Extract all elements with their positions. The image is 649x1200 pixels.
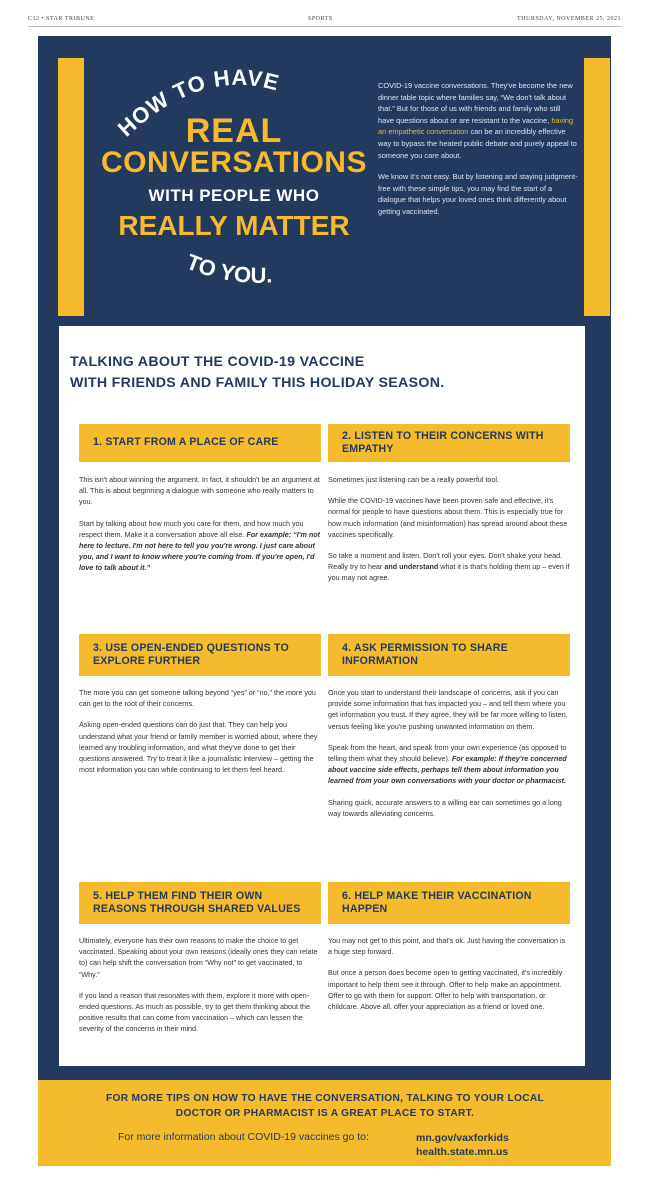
tip-3-body: The more you can get someone talking beyond “yes” or “no,” the more you can get to the root of their concerns. Asking open-ended questions can do just that. They can help you understand what your friend or family member is worried about, where they learned any troubling information, and what they've done to get their questions answered. Try to treat it like a journalistic interview – getting the most information you can while continuing to let them feel heard. <box>79 688 318 775</box>
footer-headline: FOR MORE TIPS ON HOW TO HAVE THE CONVERSATION, TALKING TO YOUR LOCAL DOCTOR OR PHARMACIST IS A GREAT PLACE TO START. <box>105 1093 545 1119</box>
arc-headline-bottom <box>150 232 350 312</box>
intro-highlight: having an empathetic conversation <box>378 115 574 137</box>
tip-2-heading: 2. LISTEN TO THEIR CONCERNS WITH EMPATHY <box>328 424 570 462</box>
tip-1-heading: 1. START FROM A PLACE OF CARE <box>79 424 321 462</box>
tip-5-body: Ultimately, everyone has their own reasons to make the choice to get vaccinated. Speaking about your own reasons (ideally ones they can relate to) can help shift the conversation from “Why not” to get vaccinated, to “Why.” If you land a reason that resonates with them, explore it more with open-ended questions. As much as possible, try to get them thinking about the positive results that can come from vaccination – which can lessen the severity of the concerns in their mind. <box>79 936 318 1034</box>
footer-links <box>416 1131 509 1159</box>
masthead-rule <box>28 26 621 27</box>
tip-6-body: You may not get to this point, and that's ok. Just having the conversation is a huge step forward. But once a person does become open to getting vaccinated, it's incredibly important to help them see it through. Offer to help make an appointment. Offer to go with them for support. Offer to help with transportation, or childcare. Above all, offer your appreciation as a friend or loved one. <box>328 936 566 1012</box>
headline-with-people: WITH PEOPLE WHO <box>148 186 320 205</box>
intro-paragraph-1: COVID-19 vaccine conversations. They've become the new dinner table topic where families say, “We don't talk about that.” But for those of us with friends and family who still have questions about or are resistant to the vaccine, having an empathetic conversation can be an incredibly effective way to bypass the heated public debate and purely appeal to someone you care about. <box>378 81 577 160</box>
masthead-date: THURSDAY, NOVEMBER 25, 2021 <box>516 16 621 22</box>
tip-6-heading: 6. HELP MAKE THEIR VACCINATION HAPPEN <box>328 882 570 924</box>
tip-4-body: Once you start to understand their landscape of concerns, ask if you can provide some information that has impacted you – and tell them where you get information you trust. If they agree, they will be far more willing to listen, versus feeling like you're pushing unwanted information on them. Speak from the heart, and speak from your own experience (as opposed to telling them what they should believe). For example: If they're concerned about vaccine side effects, perhaps tell them about information you learned from your own conversations with your doctor or pharmacist. Sharing quick, accurate answers to a willing ear can sometimes go a long way towards alleviating concerns. <box>328 688 568 818</box>
link-mn-gov[interactable]: mn.gov/vaxforkids <box>416 1132 509 1144</box>
newspaper-masthead <box>28 14 621 26</box>
tip-1-body: This isn't about winning the argument. In fact, it shouldn't be an argument at all. This is about beginning a dialogue with someone who really matters to you. Start by talking about how much you care for them, and how much you respect them. Make it a conversation above all else. For example: “I'm not here to lecture. I'm not here to tell you you're wrong. I just care about you, and I want to know where you're coming from. If you're open, I'd love to talk about it.” <box>79 475 321 573</box>
svg-text:TO YOU. <box>183 249 273 288</box>
masthead-section: SPORTS <box>308 16 333 22</box>
tip-5-heading: 5. HELP THEM FIND THEIR OWN REASONS THROUGH SHARED VALUES <box>79 882 321 924</box>
arc-bottom-text: TO YOU. <box>183 248 273 288</box>
footer-more-info: For more information about COVID-19 vaccines go to: <box>118 1131 369 1143</box>
headline-really-matter: REALLY MATTER <box>118 210 350 241</box>
headline-real: REAL <box>185 112 283 150</box>
intro-paragraph-2: We know it's not easy. But by listening and staying judgment-free with these simple tips, you may find the start of a dialogue that helps your loved ones think differently about getting vaccinated. <box>378 172 578 216</box>
headline-conversations: CONVERSATIONS <box>101 146 367 179</box>
arc-top-text: HOW TO HAVE <box>112 64 283 142</box>
intro-text <box>378 80 578 228</box>
gold-bar-right <box>584 58 610 316</box>
section-title: TALKING ABOUT THE COVID-19 VACCINE WITH FRIENDS AND FAMILY THIS HOLIDAY SEASON. <box>70 354 445 391</box>
link-health-state[interactable]: health.state.mn.us <box>416 1146 509 1158</box>
masthead-page: C12 • STAR TRIBUNE <box>28 16 95 22</box>
gold-bar-left <box>58 58 84 316</box>
tip-4-heading: 4. ASK PERMISSION TO SHARE INFORMATION <box>328 634 570 676</box>
tip-3-heading: 3. USE OPEN-ENDED QUESTIONS TO EXPLORE FURTHER <box>79 634 321 676</box>
tip-2-body: Sometimes just listening can be a really powerful tool. While the COVID-19 vaccines have been proven safe and effective, it's normal for people to have questions about them. This is especially true for how much information (and misinformation) has spread around about these vaccines specifically. So take a moment and listen. Don't roll your eyes. Don't shake your head. Really try to hear and understand what it is that's holding them up – even if you may not agree. <box>328 475 570 583</box>
